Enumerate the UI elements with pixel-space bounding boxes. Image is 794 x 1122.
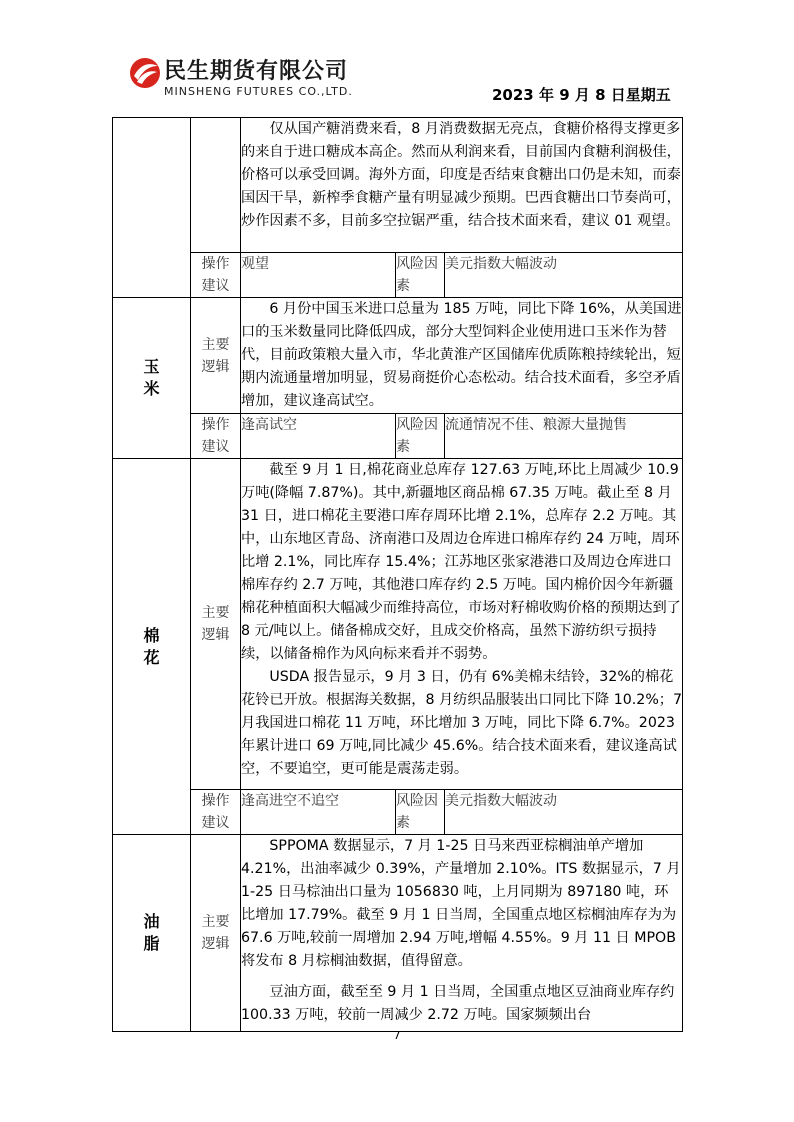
cotton-logic-text-1: 截至 9 月 1 日,棉花商业总库存 127.63 万吨,环比上周减少 10.9 万吨(降幅 7.87%)。其中,新疆地区商品棉 67.35 万吨。截止至 8 月 31 日，进口棉花主要港口库存周环比增 2.1%，总库存 2.2 万吨。其中，山东地区青岛、济南港口及周边仓库进口棉库存约 24 万吨，周环比增 2.1%，同比库存 15.4%；江苏地区张家港港口及周边仓库进口棉库存约 2.7 万吨，其他港口库存约 2.5 万吨。国内棉价因今年新疆棉花种植面积大幅减少而维持高位，市场对籽棉收购价格的预期达到了 8 元/吨以上。储备棉成交好，且成交价格高，虽然下游纺织亏损持续，以储备棉作为风向标来看并不弱势。: [241, 462, 681, 662]
sugar-advice-row: [113, 253, 683, 298]
company-logo: [128, 54, 368, 104]
sugar-label-cell: [191, 118, 241, 253]
corn-logic-row: [113, 298, 683, 414]
commodity-table: [112, 117, 683, 1032]
company-name-en: MINSHENG FUTURES CO.,LTD.: [164, 85, 353, 98]
sugar-logic-cell: [241, 118, 683, 253]
oil-name: 油脂: [113, 835, 191, 1032]
oil-logic-text-2: 豆油方面，截至至 9 月 1 日当周，全国重点地区豆油商业库存约 100.33 万吨，较前一周减少 2.72 万吨。国家频频出台: [241, 984, 675, 1023]
cotton-name: 棉花: [113, 459, 191, 835]
oil-logic-text-1: SPPOMA 数据显示，7 月 1-25 日马来西亚棕榈油单产增加 4.21%，出油率减少 0.39%，产量增加 2.10%。ITS 数据显示，7 月 1-25 日马棕油出口量为 1056830 吨，上月同期为 897180 吨，环比增加 17.79%。截至 9 月 1 日当周，全国重点地区棕榈油库存为为 67.6 万吨,较前一周增加 2.94 万吨,增幅 4.55%。9 月 11 日 MPOB 将发布 8 月棕榈油数据，值得留意。: [241, 838, 681, 969]
cotton-logic-label: 主要逻辑: [191, 459, 241, 790]
sugar-logic-row: [113, 118, 683, 253]
corn-logic-label: 主要逻辑: [191, 298, 241, 414]
corn-risk-label: 风险因素: [396, 414, 445, 459]
minsheng-logo-icon: [128, 56, 162, 90]
corn-logic-text: 6 月份中国玉米进口总量为 185 万吨，同比下降 16%，从美国进口的玉米数量同比降低四成，部分大型饲料企业使用进口玉米作为替代，目前政策粮大量入市，华北黄淮产区国储库优质陈粮持续轮出，短期内流通量增加明显，贸易商挺价心态松动。结合技术面看，多空矛盾增加，建议逢高试空。: [241, 301, 682, 409]
corn-name: 玉米: [113, 298, 191, 459]
sugar-logic-text: 仅从国产糖消费来看，8 月消费数据无亮点，食糖价格得支撑更多的来自于进口糖成本高企。然而从利润来看，目前国内食糖利润极佳，价格可以承受回调。海外方面，印度是否结束食糖出口仍是未知，而泰国因干旱，新榨季食糖产量有明显减少预期。巴西食糖出口节奏尚可，炒作因素不多，目前多空拉锯严重，结合技术面来看，建议 01 观望。: [241, 121, 681, 229]
corn-advice-label: 操作建议: [191, 414, 241, 459]
cotton-logic-text-2: USDA 报告显示，9 月 3 日，仍有 6%美棉未结铃，32%的棉花花铃已开放。根据海关数据，8 月纺织品服装出口同比下降 10.2%；7 月我国进口棉花 11 万吨，环比增加 3 万吨，同比下降 6.7%。2023 年累计进口 69 万吨,同比减少 45.6%。结合技术面来看，建议逢高试空，不要追空，更可能是震荡走弱。: [241, 669, 683, 777]
cotton-logic-cell: [241, 459, 683, 790]
corn-advice-value: 逢高试空: [241, 414, 396, 459]
report-date: 2023 年 9 月 8 日星期五: [492, 86, 671, 104]
sugar-advice-label: 操作建议: [191, 253, 241, 298]
sugar-commodity-cell: [113, 118, 191, 298]
cotton-risk-label: 风险因素: [396, 790, 445, 835]
oil-logic-cell: [241, 835, 683, 1032]
cotton-risk-value: 美元指数大幅波动: [445, 790, 683, 835]
page-number: 7: [393, 1029, 401, 1042]
cotton-logic-row: [113, 459, 683, 790]
sugar-risk-label: 风险因素: [396, 253, 445, 298]
corn-advice-row: [113, 414, 683, 459]
cotton-advice-row: [113, 790, 683, 835]
corn-logic-cell: [241, 298, 683, 414]
corn-risk-value: 流通情况不佳、粮源大量抛售: [445, 414, 683, 459]
cotton-advice-value: 逢高进空不追空: [241, 790, 396, 835]
company-name-cn: 民生期货有限公司: [164, 59, 349, 84]
oil-logic-label: 主要逻辑: [191, 835, 241, 1032]
sugar-risk-value: 美元指数大幅波动: [445, 253, 683, 298]
sugar-advice-value: 观望: [241, 253, 396, 298]
cotton-advice-label: 操作建议: [191, 790, 241, 835]
oil-logic-row: [113, 835, 683, 1032]
